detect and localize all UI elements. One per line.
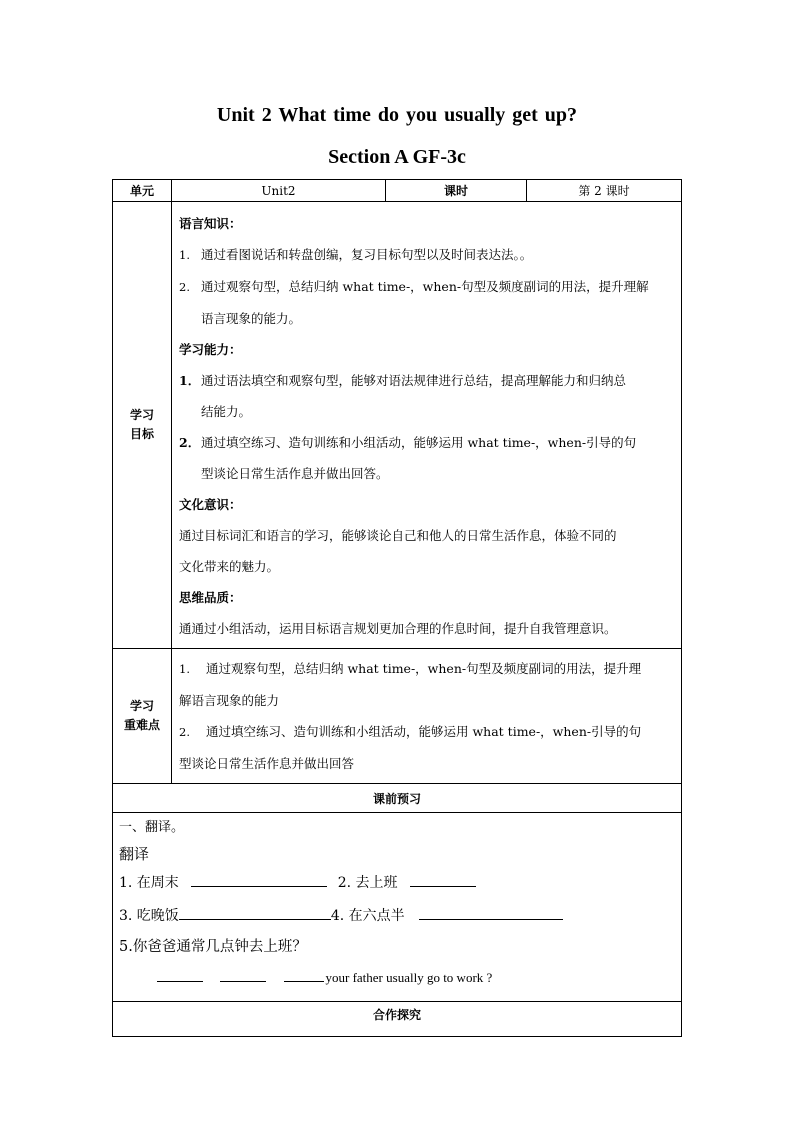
objectives-row bbox=[113, 202, 682, 649]
cooperation-heading-row bbox=[113, 1002, 682, 1037]
ability-item-2: 2．通过填空练习、造句训练和小组活动，能够运用 what time-，when-引导的句 bbox=[179, 435, 637, 450]
page-subtitle: Section A GF-3c bbox=[328, 146, 466, 168]
ability-item-1-cont: 结能力。 bbox=[201, 404, 252, 419]
key-points-label bbox=[113, 649, 172, 784]
objectives-label-text: 学习 目标 bbox=[129, 408, 154, 441]
question-4: 4. 在六点半 bbox=[330, 908, 405, 924]
objectives-content bbox=[172, 202, 682, 649]
period-value: 第 2 课时 bbox=[527, 180, 682, 202]
culture-text-2: 文化带来的魅力。 bbox=[179, 559, 280, 574]
preview-heading-row bbox=[113, 784, 682, 813]
answer-blank-5a[interactable] bbox=[157, 969, 203, 982]
language-item-2: 2. 通过观察句型，总结归纳 what time-，when-句型及频度副词的用法，提升理解 bbox=[179, 279, 649, 294]
unit-label: 单元 bbox=[113, 180, 172, 202]
translation-sub-title: 翻译 bbox=[119, 845, 150, 863]
answer-blank-3[interactable] bbox=[179, 905, 331, 920]
page-title: Unit 2 What time do you usually get up? bbox=[216, 104, 578, 126]
key-points-row bbox=[113, 649, 682, 784]
answer-blank-2[interactable] bbox=[410, 872, 476, 887]
preview-row bbox=[113, 813, 682, 1002]
question-row-1 bbox=[119, 867, 675, 900]
answer-blank-5b[interactable] bbox=[220, 969, 266, 982]
key-points-label-text: 学习 重难点 bbox=[123, 699, 160, 732]
question-3: 3. 吃晚饭 bbox=[119, 908, 179, 924]
lesson-table bbox=[112, 179, 682, 1037]
translation-part-title: 一、翻译。 bbox=[119, 820, 185, 835]
question-5-answer-tail: your father usually go to work ? bbox=[325, 970, 493, 985]
objectives-label bbox=[113, 202, 172, 649]
question-5: 5.你爸爸通常几点钟去上班？ bbox=[119, 939, 307, 955]
preview-content bbox=[113, 813, 682, 1002]
preview-heading: 课前预习 bbox=[113, 784, 682, 813]
answer-blank-1[interactable] bbox=[191, 872, 327, 887]
key-point-2-cont: 型谈论日常生活作息并做出回答 bbox=[179, 756, 355, 771]
question-5-answer bbox=[119, 961, 675, 995]
key-point-1-cont: 解语言现象的能力 bbox=[179, 693, 280, 708]
culture-text-1: 通过目标词汇和语言的学习，能够谈论自己和他人的日常生活作息，体验不同的 bbox=[179, 528, 617, 543]
language-item-1: 1. 通过看图说话和转盘创编，复习目标句型以及时间表达法。。 bbox=[179, 247, 533, 262]
header-row bbox=[113, 180, 682, 202]
question-2: 2. 去上班 bbox=[337, 875, 398, 891]
ability-item-2-cont: 型谈论日常生活作息并做出回答。 bbox=[201, 466, 389, 481]
key-point-1: 1. 通过观察句型，总结归纳 what time-，when-句型及频度副词的用法，提升理 bbox=[179, 661, 642, 676]
cooperation-heading: 合作探究 bbox=[113, 1002, 682, 1037]
answer-blank-4[interactable] bbox=[419, 905, 563, 920]
unit-value: Unit2 bbox=[172, 180, 386, 202]
thinking-text: 通通过小组活动，运用目标语言规划更加合理的作息时间，提升自我管理意识。 bbox=[179, 621, 617, 636]
culture-title: 文化意识： bbox=[179, 497, 242, 512]
question-row-2 bbox=[119, 900, 675, 933]
question-1: 1. 在周末 bbox=[119, 875, 179, 891]
ability-item-1: 1．通过语法填空和观察句型，能够对语法规律进行总结，提高理解能力和归纳总 bbox=[179, 373, 627, 388]
language-item-2-cont: 语言现象的能力。 bbox=[201, 311, 302, 326]
key-point-2: 2. 通过填空练习、造句训练和小组活动，能够运用 what time-，when-引导的句 bbox=[179, 724, 642, 739]
thinking-title: 思维品质： bbox=[179, 590, 242, 605]
period-label: 课时 bbox=[386, 180, 527, 202]
ability-title: 学习能力： bbox=[179, 342, 242, 357]
answer-blank-5c[interactable] bbox=[284, 969, 324, 982]
language-title: 语言知识： bbox=[179, 216, 242, 231]
key-points-content bbox=[172, 649, 682, 784]
